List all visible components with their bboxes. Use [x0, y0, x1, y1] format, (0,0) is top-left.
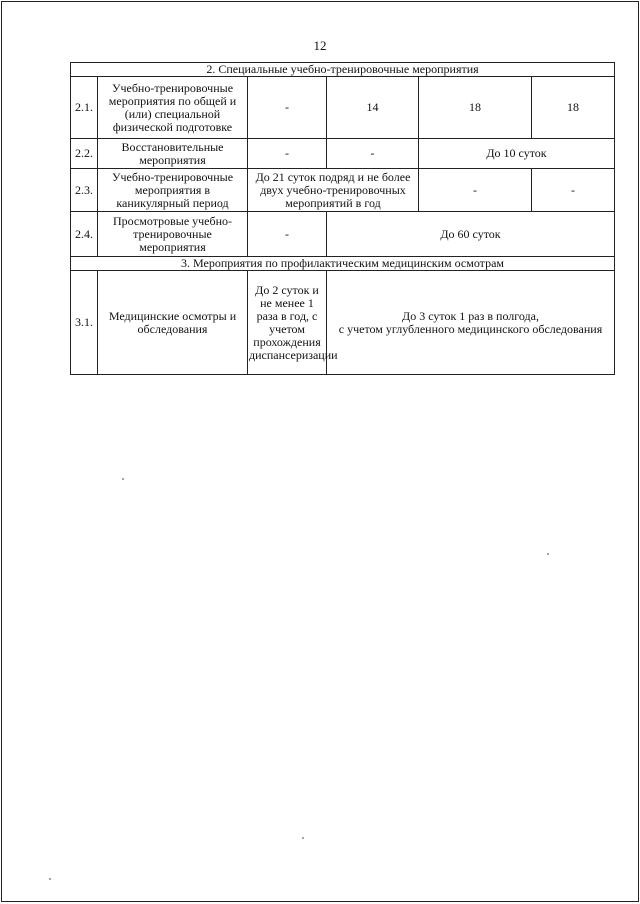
cell-value: -	[248, 77, 327, 139]
cell-value: До 2 суток и не менее 1 раза в год, с учетом прохождения диспансеризации	[248, 271, 327, 375]
cell-value: До 21 суток подряд и не более двух учебно-тренировочных мероприятий в год	[248, 169, 419, 212]
cell-value: 18	[532, 77, 615, 139]
row-name: Просмотровые учебно-тренировочные мероприятия	[98, 212, 248, 257]
row-number: 2.1.	[71, 77, 98, 139]
cell-value: До 10 суток	[419, 139, 615, 169]
cell-value: 14	[327, 77, 419, 139]
cell-value: -	[327, 139, 419, 169]
section-header-row	[71, 257, 615, 271]
scan-speck	[547, 553, 549, 555]
cell-value: 18	[419, 77, 532, 139]
row-name: Учебно-тренировочные мероприятия по общей и (или) специальной физической подготовке	[98, 77, 248, 139]
row-name: Учебно-тренировочные мероприятия в каникулярный период	[98, 169, 248, 212]
table-row	[71, 169, 615, 212]
cell-value: -	[248, 139, 327, 169]
row-number: 2.4.	[71, 212, 98, 257]
table-row	[71, 271, 615, 375]
cell-value: -	[248, 212, 327, 257]
cell-line: До 3 суток 1 раз в полгода,	[402, 308, 539, 323]
row-number: 2.3.	[71, 169, 98, 212]
row-number: 3.1.	[71, 271, 98, 375]
row-name: Медицинские осмотры и обследования	[98, 271, 248, 375]
table-row	[71, 139, 615, 169]
cell-value: -	[532, 169, 615, 212]
document-page	[1, 1, 639, 902]
cell-value: -	[419, 169, 532, 212]
scan-speck	[122, 478, 124, 480]
section-title: 2. Специальные учебно-тренировочные мероприятия	[71, 63, 615, 77]
table-row	[71, 212, 615, 257]
cell-value	[327, 271, 615, 375]
cell-line: с учетом углубленного медицинского обследования	[338, 321, 603, 336]
row-name: Восстановительные мероприятия	[98, 139, 248, 169]
section-header-row	[71, 63, 615, 77]
table-row	[71, 77, 615, 139]
page-number: 12	[313, 38, 327, 53]
section-title: 3. Мероприятия по профилактическим медицинским осмотрам	[71, 257, 615, 271]
row-number: 2.2.	[71, 139, 98, 169]
cell-value: До 60 суток	[327, 212, 615, 257]
scan-speck	[302, 837, 304, 839]
training-events-table	[70, 62, 615, 375]
scan-speck	[49, 878, 51, 880]
